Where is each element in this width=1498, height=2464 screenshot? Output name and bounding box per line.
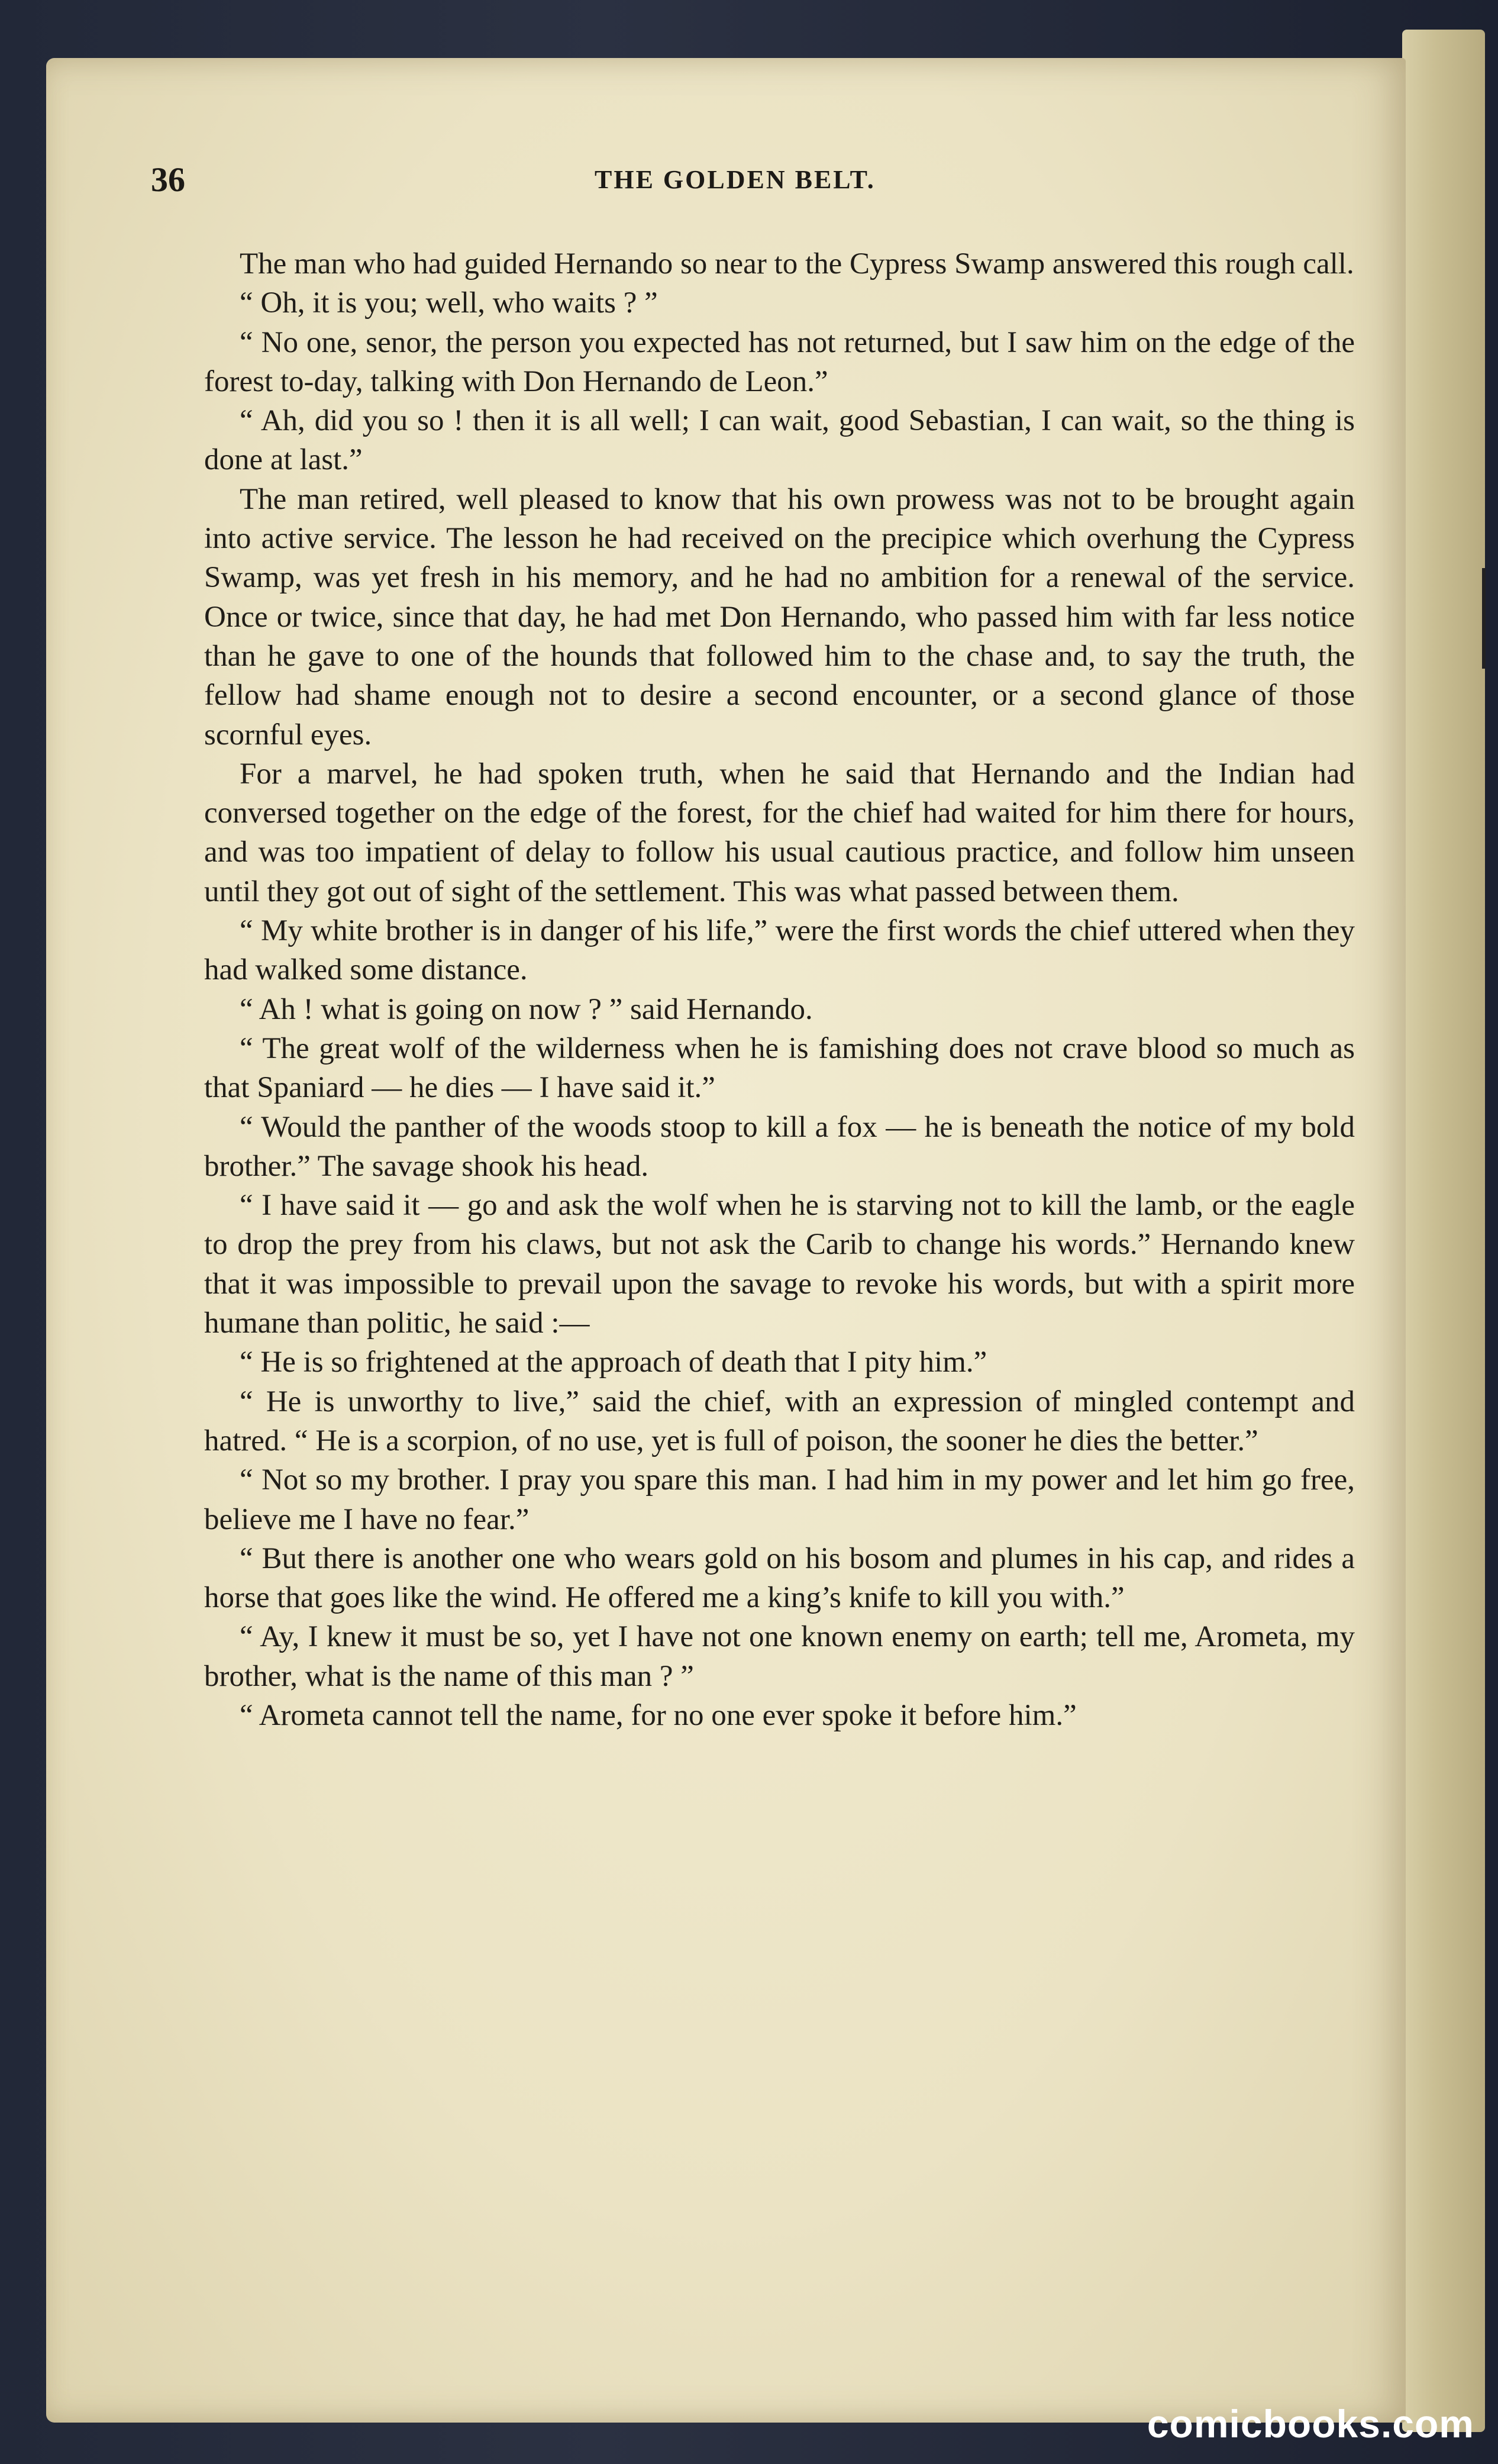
watermark: comicbooks.com xyxy=(1147,2402,1474,2446)
margin-mark xyxy=(1482,568,1486,669)
paragraph: “ The great wolf of the wilderness when he is famishing does not crave blood so much as that Spaniard — he dies — I have said it.” xyxy=(204,1031,1355,1105)
paragraph: “ Ay, I knew it must be so, yet I have not one known enemy on earth; tell me, Arometa, my brother, what is the name of this man ? ” xyxy=(204,1620,1355,1693)
paragraph: “ Would the panther of the woods stoop to kill a fox — he is beneath the notice of my bold brother.” The savage shook his head. xyxy=(204,1110,1355,1183)
paragraph: “ He is unworthy to live,” said the chief, with an expression of mingled contempt and hatred. “ He is a scorpion, of no use, yet is full of poison, the sooner he dies the better.” xyxy=(204,1385,1355,1457)
paragraph: The man who had guided Hernando so near to the Cypress Swamp answered this rough call. xyxy=(240,247,1354,280)
paragraph: “ I have said it — go and ask the wolf when he is starving not to kill the lamb, or the eagle to drop the prey from his claws, but not ask the Carib to change his words.” Hernando knew that it was impossible to prevail upon the savage to revoke his words, but with a spirit more humane than politic, he said :— xyxy=(204,1189,1355,1340)
paragraph: “ He is so frightened at the approach of death that I pity him.” xyxy=(240,1346,987,1379)
paragraph: “ Oh, it is you; well, who waits ? ” xyxy=(240,286,658,320)
paragraph: “ Arometa cannot tell the name, for no one ever spoke it before him.” xyxy=(240,1698,1077,1732)
paragraph: “ Not so my brother. I pray you spare this man. I had him in my power and let him go free, believe me I have no fear.” xyxy=(204,1463,1355,1536)
running-head xyxy=(151,160,1331,201)
paragraph: The man retired, well pleased to know that his own prowess was not to be brought again into active service. The lesson he had received on the precipice which overhung the Cypress Swamp, was yet fresh in his memory, and he had no ambition for a renewal of the service. Once or twice, since that day, he had met Don Hernando, who passed him with far less notice than he gave to one of the hounds that followed him to the chase and, to say the truth, the fellow had shame enough not to desire a second encounter, or a second glance of those scornful eyes. xyxy=(204,482,1355,752)
running-title: THE GOLDEN BELT. xyxy=(595,165,876,194)
paragraph: “ Ah, did you so ! then it is all well; I can wait, good Sebastian, I can wait, so the thing is done at last.” xyxy=(204,404,1355,477)
paragraph: “ No one, senor, the person you expected has not returned, but I saw him on the edge of the forest to-day, talking with Don Hernando de Leon.” xyxy=(204,325,1355,398)
page-number: 36 xyxy=(151,160,185,199)
paragraph: “ But there is another one who wears gold on his bosom and plumes in his cap, and rides a horse that goes like the wind. He offered me a king’s knife to kill you with.” xyxy=(204,1541,1355,1615)
body-text xyxy=(204,244,1355,1735)
paragraph: “ My white brother is in danger of his life,” were the first words the chief uttered when they had walked some distance. xyxy=(204,914,1355,987)
next-page-edge xyxy=(1402,30,1485,2432)
paragraph: “ Ah ! what is going on now ? ” said Hernando. xyxy=(240,992,813,1026)
paragraph: For a marvel, he had spoken truth, when he said that Hernando and the Indian had conversed together on the edge of the forest, for the chief had waited for him there for hours, and was too impatient of delay to follow his usual cautious practice, and follow him unseen until they got out of sight of the settlement. This was what passed between them. xyxy=(204,757,1355,908)
